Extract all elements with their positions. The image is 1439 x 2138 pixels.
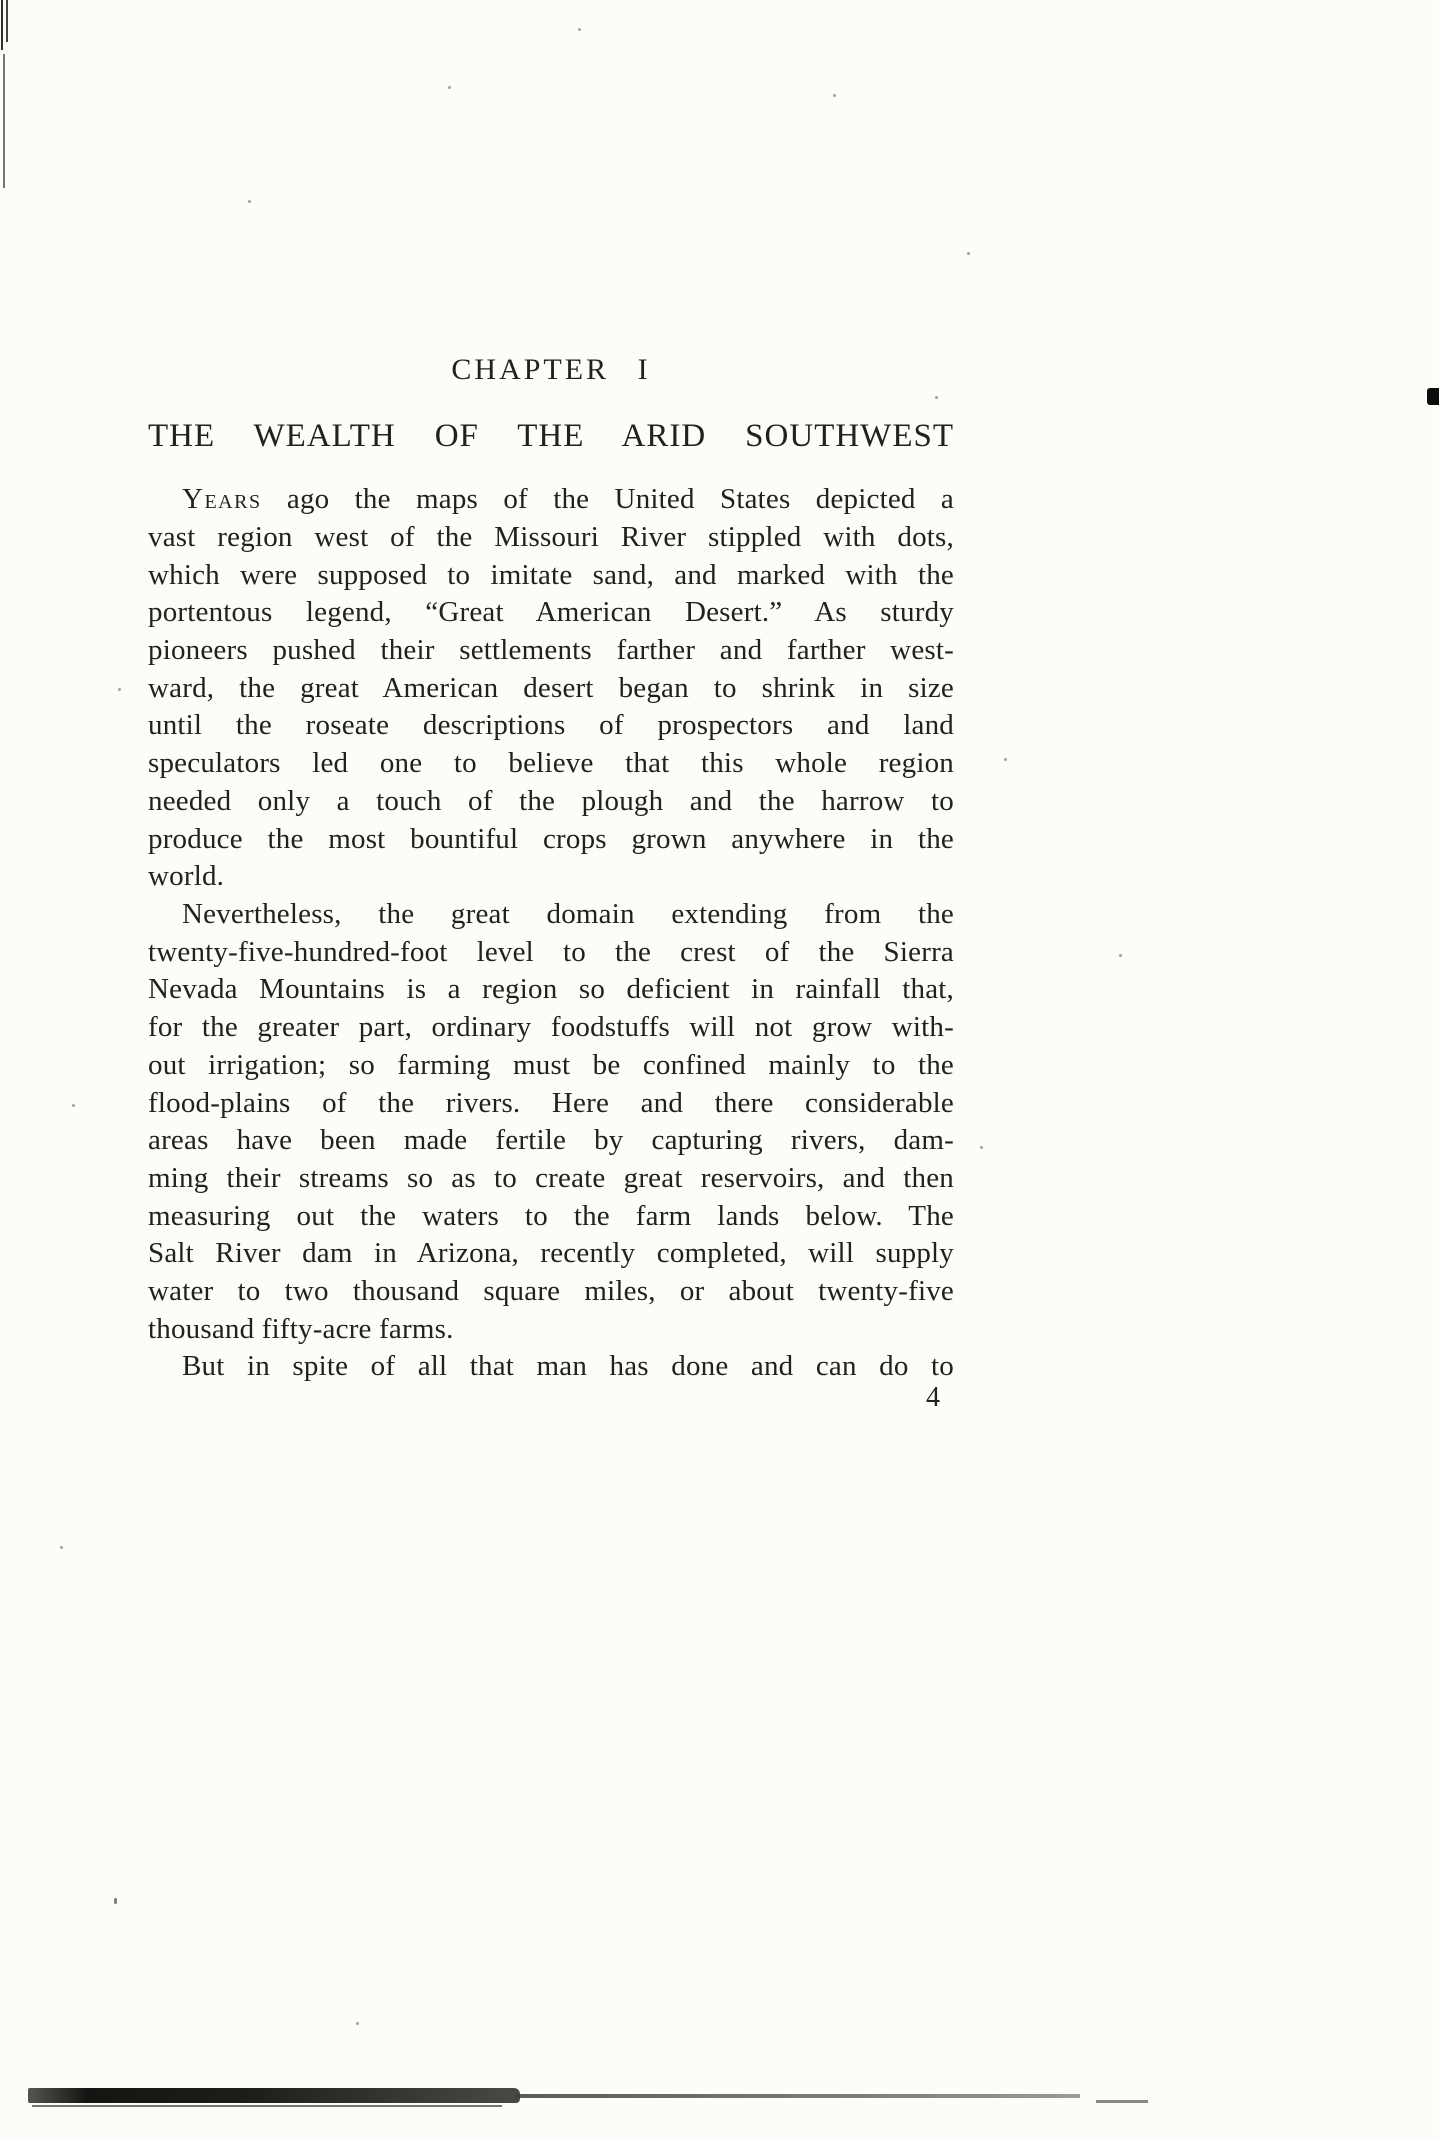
scan-mark-right-edge [1427,388,1439,405]
text-line: vast region west of the Missouri River stippled with dots, [148,520,954,553]
text-line: until the roseate descriptions of prospectors and land [148,709,954,742]
scan-speck [1119,954,1122,957]
scan-speck [448,86,451,89]
scan-speck [967,252,970,255]
scan-smudge-bottom-dash [1096,2100,1148,2103]
scan-mark-top-left-3 [3,54,5,188]
text-line: But in spite of all that man has done and can do to [182,1350,954,1383]
text-line: speculators led one to believe that this whole region [148,747,954,780]
paragraph [148,896,954,1348]
text-line: ming their streams so as to create great reservoirs, and then [148,1161,954,1194]
text-line: for the greater part, ordinary foodstuffs will not grow with- [148,1011,954,1044]
text-line: Nevertheless, the great domain extending from the [182,897,954,930]
text-line: areas have been made fertile by capturing rivers, dam- [148,1124,954,1157]
scan-speck [1004,758,1007,761]
scan-mark-top-left-2 [6,0,8,42]
scan-speck [60,1546,63,1549]
text-line: needed only a touch of the plough and the harrow to [148,784,954,817]
text-line: out irrigation; so farming must be confined mainly to the [148,1048,954,1081]
smallcaps-lead: Years [182,483,262,516]
scan-smudge-bottom-line [515,2094,1080,2098]
text-line: twenty-five-hundred-foot level to the crest of the Sierra [148,935,954,968]
text-line: thousand fifty-acre farms. [148,1312,454,1345]
scan-smudge-bottom-bar [28,2088,520,2103]
text-line: flood-plains of the rivers. Here and there considerable [148,1086,954,1119]
scan-speck [248,200,251,203]
scan-speck [935,396,938,399]
text-line: pioneers pushed their settlements farther and farther west- [148,634,954,667]
paragraph [148,481,954,896]
paragraph [148,1348,954,1386]
text-block [148,352,954,1386]
text-line: measuring out the waters to the farm lands below. The [148,1199,954,1232]
text-line: produce the most bountiful crops grown anywhere in the [148,822,954,855]
body-paragraphs [148,481,954,1386]
text-line: water to two thousand square miles, or about twenty-five [148,1275,954,1308]
page-number: 4 [926,1382,940,1413]
scan-speck [578,28,581,31]
text-line: portentous legend, “Great American Desert.” As sturdy [148,596,954,629]
chapter-heading: CHAPTER I [451,353,651,386]
scan-speck [72,1104,75,1107]
scan-speck [980,1146,983,1149]
scan-speck [833,94,836,97]
text-line: world. [148,860,225,893]
scan-smudge-bottom-underline [32,2105,502,2107]
page-title: THE WEALTH OF THE ARID SOUTHWEST [148,418,954,454]
scan-mark-top-left-1 [1,0,3,50]
text-line: Years ago the maps of the United States depicted a [182,483,954,516]
text-line: which were supposed to imitate sand, and marked with the [148,558,954,591]
scan-speck-comma [114,1898,117,1904]
scan-speck [118,688,121,691]
text-line: ward, the great American desert began to shrink in size [148,671,954,704]
text-line: Salt River dam in Arizona, recently completed, will supply [148,1237,954,1270]
text-line: Nevada Mountains is a region so deficient in rainfall that, [148,973,954,1006]
scan-speck [356,2022,359,2025]
